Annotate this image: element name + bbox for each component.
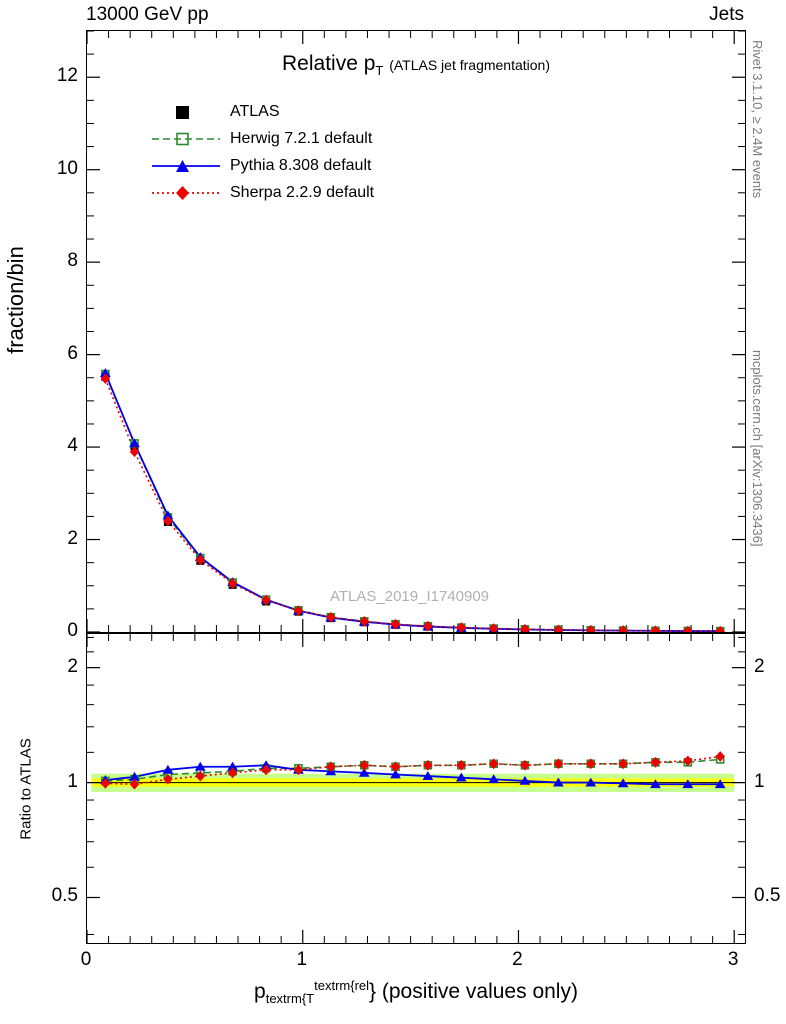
ratio-plot-canvas	[87, 634, 745, 943]
plot-title	[282, 52, 550, 78]
x-tick-label: 0	[80, 949, 92, 970]
y-tick-label: 2	[67, 527, 78, 549]
ratio-y-axis-title: Ratio to ATLAS	[17, 738, 35, 840]
analysis-watermark: ATLAS_2019_I1740909	[330, 588, 490, 605]
legend	[150, 98, 374, 206]
y-tick-label: 0	[67, 620, 78, 641]
legend-marker-sherpa	[150, 184, 222, 202]
ratio-y-tick-label-right: 1	[754, 770, 765, 792]
legend-item-2	[150, 152, 374, 179]
legend-item-3	[150, 179, 374, 206]
plot-title-sub: T	[375, 63, 384, 79]
y-tick-label: 4	[67, 435, 78, 457]
y-tick-label: 6	[67, 342, 78, 364]
plot-title-main: Relative p	[282, 52, 376, 75]
x-axis-title	[254, 978, 578, 1006]
ratio-y-tick-label: 2	[67, 655, 78, 677]
legend-marker-herwig	[150, 130, 222, 148]
legend-marker-pythia	[150, 157, 222, 175]
x-tick-label: 3	[727, 949, 739, 970]
legend-label-2: Pythia 8.308 default	[230, 156, 372, 174]
ratio-y-tick-label-right: 2	[754, 655, 765, 677]
ratio-y-tick-label: 1	[67, 770, 78, 792]
header-beam-label: 13000 GeV pp	[86, 4, 209, 25]
y-axis-title: fraction/bin	[3, 246, 28, 354]
y-tick-label: 8	[67, 250, 78, 272]
header-process-label: Jets	[709, 4, 744, 25]
ratio-y-tick-label-right: 0.5	[754, 885, 781, 907]
x-tick-label: 1	[296, 949, 308, 970]
rivet-version-label: Rivet 3.1.10, ≥ 2.4M events	[750, 40, 765, 199]
legend-label-1: Herwig 7.2.1 default	[230, 129, 373, 147]
ratio-y-tick-label: 0.5	[51, 885, 78, 907]
y-tick-label: 10	[56, 157, 78, 179]
legend-label-0: ATLAS	[230, 102, 280, 120]
legend-label-3: Sherpa 2.2.9 default	[230, 183, 375, 201]
plot-title-paren: (ATLAS jet fragmentation)	[389, 57, 550, 73]
x-axis-title-sub: textrm{T	[265, 991, 315, 1007]
legend-item-1	[150, 125, 374, 152]
ratio-plot-frame	[86, 633, 746, 944]
x-axis-title-tail: } (positive values only)	[369, 980, 578, 1003]
y-tick-label: 12	[56, 65, 78, 87]
mcplots-source-label: mcplots.cern.ch [arXiv:1306.3436]	[750, 350, 765, 547]
x-axis-title-main: p	[254, 980, 266, 1003]
x-axis-title-sup: textrm{rel	[314, 978, 370, 993]
legend-item-0	[150, 98, 374, 125]
legend-marker-atlas	[150, 103, 222, 121]
x-tick-label: 2	[512, 949, 523, 970]
